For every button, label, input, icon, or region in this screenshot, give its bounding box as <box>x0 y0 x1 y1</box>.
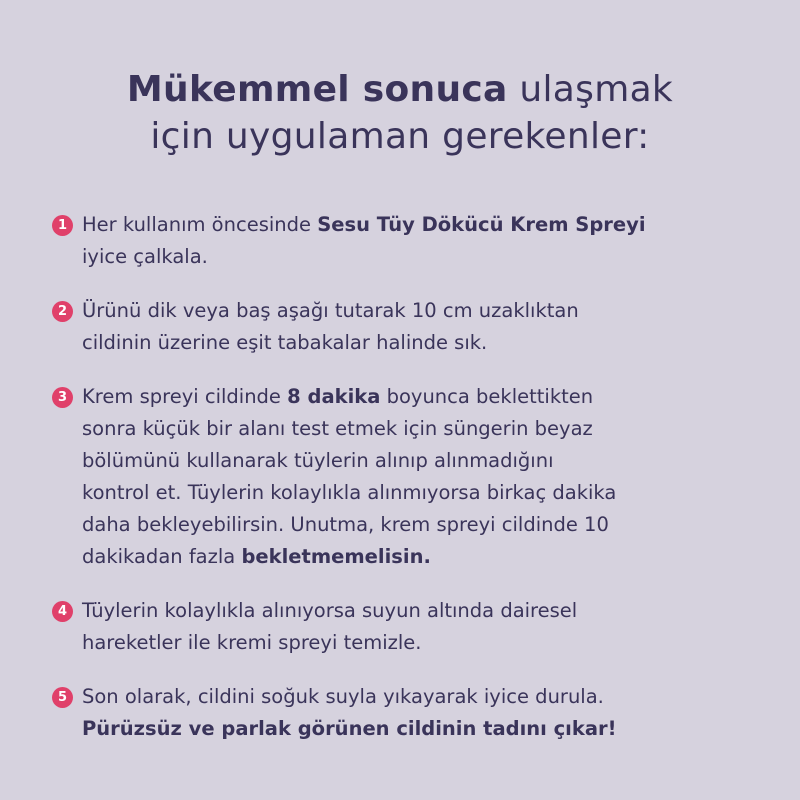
step-text-line: bölümünü kullanarak tüylerin alınıp alınmadığını <box>82 449 554 472</box>
step-number-badge: 2 <box>52 301 73 322</box>
step-text-line: kontrol et. Tüylerin kolaylıkla alınmıyorsa birkaç dakika <box>82 481 617 504</box>
step-item-5 <box>52 681 772 745</box>
title-line-2: için uygulaman gerekenler: <box>150 116 650 157</box>
step-text: boyunca beklettikten <box>380 385 594 408</box>
product-name: Sesu Tüy Dökücü Krem Spreyi <box>317 213 646 236</box>
step-number-badge: 3 <box>52 387 73 408</box>
warning-highlight: bekletmemelisin. <box>241 545 431 568</box>
duration-highlight: 8 dakika <box>287 385 381 408</box>
step-text-line <box>82 209 772 241</box>
step-text-line: cildinin üzerine eşit tabakalar halinde sık. <box>82 331 488 354</box>
step-text: Krem spreyi cildinde <box>82 385 288 408</box>
step-number-badge: 5 <box>52 687 73 708</box>
title-line-1 <box>0 66 800 113</box>
step-item-4 <box>52 595 772 659</box>
step-text-line: Son olarak, cildini soğuk suyla yıkayarak iyice durula. <box>82 685 604 708</box>
step-item-1 <box>52 209 772 273</box>
step-text: Her kullanım öncesinde <box>82 213 318 236</box>
step-text-line <box>82 381 772 413</box>
page-title <box>0 66 800 160</box>
step-text-line: hareketler ile kremi spreyi temizle. <box>82 631 422 654</box>
step-text-line: daha bekleyebilirsin. Unutma, krem spreyi cildinde 10 <box>82 513 609 536</box>
step-text-line: Tüylerin kolaylıkla alınıyorsa suyun altında dairesel <box>82 599 578 622</box>
step-item-2 <box>52 295 772 359</box>
step-text-line: Ürünü dik veya baş aşağı tutarak 10 cm uzaklıktan <box>82 299 579 322</box>
step-number-badge: 1 <box>52 215 73 236</box>
steps-list <box>52 209 772 745</box>
step-number-badge: 4 <box>52 601 73 622</box>
step-text-line <box>82 541 772 573</box>
step-item-3 <box>52 381 772 573</box>
step-text-line <box>82 713 772 745</box>
closing-highlight: Pürüzsüz ve parlak görünen cildinin tadını çıkar! <box>82 717 617 740</box>
title-bold-text: Mükemmel sonuca <box>126 69 508 110</box>
step-text: dakikadan fazla <box>82 545 242 568</box>
step-text-line: iyice çalkala. <box>82 245 208 268</box>
step-text-line: sonra küçük bir alanı test etmek için süngerin beyaz <box>82 417 593 440</box>
title-regular-text: ulaşmak <box>507 69 674 110</box>
